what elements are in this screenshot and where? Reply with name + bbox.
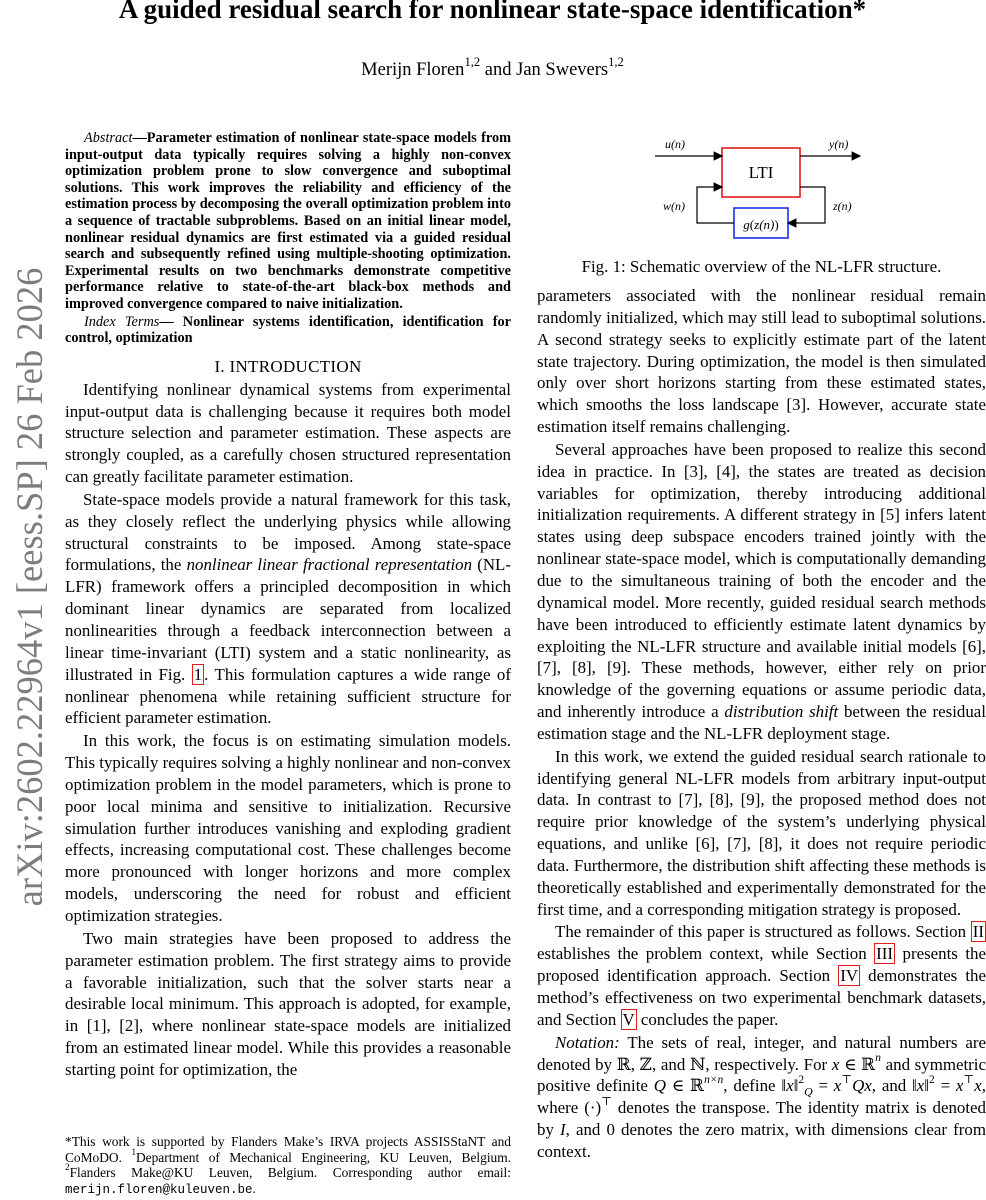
author-2: Jan Swevers [516, 60, 609, 80]
math-identity: I [560, 1120, 566, 1140]
index-terms-label: Index Terms [84, 313, 160, 330]
paper-title: A guided residual search for nonlinear state-space identification* [118, 0, 867, 24]
section-heading-introduction: I. INTRODUCTION [214, 356, 362, 376]
right-p4-text-e: concludes the paper. [636, 1009, 779, 1029]
notation-text-3: and symmetric positive definite [537, 1054, 986, 1096]
u-label: u(n) [665, 137, 685, 151]
author-1: Merijn Floren [361, 60, 465, 80]
right-paragraph-3: In this work, we extend the guided residual search rationale to identifying general NL-LFR models from arbitrary input-output data. In contrast to [7], [8], [9], the proposed method does not require prior knowledge of the system’s underlying physical equations, and unlike [6], [7], [8], it does not require periodic data. Furthermore, the distribution shift affecting these methods is theoretically established and experimentally demonstrated for the first time, and a corresponding mitigation strategy is proposed. [537, 746, 986, 919]
intro-p2-text-b: (NL-LFR) framework offers a principled decomposition in which dominant linear dynamics are separated from localized nonlinearities through a feedback interconnection between a linear time-invariant (LTI) system and a static nonlinearity, as illustrated in Fig. [65, 555, 511, 684]
author-line [0, 54, 985, 82]
right-p2-text-b: between the residual estimation stage and the NL-LFR deployment stage. [537, 702, 986, 743]
right-paragraph-1: parameters associated with the nonlinear residual remain randomly initialized, which may still lead to suboptimal solutions. A second strategy seeks to explicitly estimate part of the latent state trajectory. During optimization, the model is then simulated only over short horizons starting from these estimated states, which smooths the loss landscape [3]. However, accurate state estimation itself remains challenging. [537, 286, 986, 437]
author-and: and [484, 60, 512, 80]
author-2-affil: 1,2 [608, 54, 624, 69]
footnote-text-2: Department of Mechanical Engineering, KU Leuven, Belgium. [136, 1149, 511, 1165]
w-label: w(n) [663, 199, 685, 213]
right-paragraph-4 [537, 921, 986, 1030]
nl-lfr-figure [645, 132, 865, 244]
left-column [65, 130, 511, 1081]
arxiv-sidebar: arXiv:2602.22964v1 [eess.SP] 26 Feb 2026 [9, 267, 50, 907]
intro-paragraph-2 [65, 489, 511, 729]
section-ref-v[interactable]: V [622, 1009, 635, 1029]
footnote-sup-2: 2 [65, 1162, 70, 1173]
right-column [537, 285, 986, 1163]
nonlinearity-label: g(z(n)) [743, 217, 779, 232]
index-terms-text: — Nonlinear systems identification, identification for control, optimization [65, 313, 512, 347]
right-p4-text-c: presents the proposed identification approach. Section [537, 944, 986, 986]
abstract-label: Abstract [84, 130, 133, 146]
intro-paragraph-1: Identifying nonlinear dynamical systems from experimental input-output data is challenging because it requires both model structure selection and parameter estimation. These aspects are strongly coupled, as a carefully chosen structured representation can greatly facilitate parameter estimation. [65, 379, 511, 487]
index-terms [65, 314, 511, 347]
notation-paragraph: Notation: The sets of real, integer, and natural numbers are denoted by ℝ, ℤ, and ℕ, respectively. For x ∈ ℝ$^n$ and symmetric positive definite Q ∈ ℝ$^{n\times n}$, define ‖x‖$^2_Q$ = x⊤Qx, and ‖x‖$^2$ = x⊤x, where (·)⊤ denotes the transpose. The identity matrix is denoted by I, and 0 denotes the zero matrix, with dimensions clear from context. [537, 1032, 986, 1161]
right-paragraph-2 [537, 439, 986, 745]
notation-text-5: , and [871, 1076, 913, 1096]
notation-text-2: , respectively. For [705, 1054, 832, 1074]
author-1-affil: 1,2 [464, 54, 481, 69]
right-p4-text-b: establishes the problem context, while Section [537, 944, 875, 964]
intro-p2-text-c: . This formulation captures a wide range of nonlinear phenomena while retaining sufficient structure for efficient parameter estimation. [65, 664, 512, 728]
section-ref-ii[interactable]: II [972, 922, 984, 942]
figure-caption: Fig. 1: Schematic overview of the NL-LFR structure. [581, 257, 942, 276]
notation-text-1: The sets of real, integer, and natural numbers are denoted by [537, 1032, 986, 1074]
abstract-text: —Parameter estimation of nonlinear state-space models from input-output data typically requires solving a highly non-convex optimization problem prone to slow convergence and suboptimal solutions. This work improves the reliability and efficiency of the estimation process by decomposing the overall optimization problem into a sequence of tractable subproblems. Based on an initial linear model, nonlinear residual dynamics are first estimated via a guided residual search and subsequently refined using multiple-shooting optimization. Experimental results on two benchmarks demonstrate competitive performance relative to state-of-the-art black-box methods and improved convergence compared to naive initialization. [65, 130, 511, 312]
notation-text-7: denotes the transpose. The identity matrix is denoted by [537, 1098, 986, 1140]
integers-symbol: ℤ [639, 1054, 652, 1074]
footnote-email[interactable]: merijn.floren@kuleuven.be [65, 1182, 253, 1197]
section-ref-iii[interactable]: III [876, 944, 894, 964]
footnote-text-4: . [252, 1180, 256, 1196]
intro-paragraph-3: In this work, the focus is on estimating simulation models. This typically requires solving a highly nonlinear and non-convex optimization problem in the model parameters, which is prone to poor local minima and sensitive to initialization. Recursive simulation further introduces vanishing and exploding gradient effects, increasing computational cost. These challenges become more pronounced with longer horizons and more complex models, underscoring the need for robust and efficient optimization strategies. [65, 731, 511, 925]
right-p4-text-d: demonstrates the method’s effectiveness on two experimental benchmark datasets, and Section [537, 966, 986, 1029]
footnote-text-3: Flanders Make@KU Leuven, Belgium. Corresponding author email: [69, 1165, 511, 1180]
z-label: z(n) [833, 199, 852, 213]
footnote-sup-1: 1 [131, 1146, 136, 1157]
w-feedback-arrow [697, 187, 734, 223]
math-transpose: (·)⊤ [584, 1095, 612, 1118]
naturals-symbol: ℕ [689, 1054, 706, 1074]
notation-text-8: , and 0 denotes the zero matrix, with dimensions clear from context. [537, 1120, 986, 1161]
reals-symbol: ℝ [616, 1054, 631, 1074]
intro-p2-text-a: State-space models provide a natural framework for this task, as they closely reflect the underlying physics while allowing structural constraints to be imposed. Among state-space formulations, the [65, 489, 511, 575]
notation-text-4: , define [723, 1076, 782, 1096]
z-feedback-arrow [788, 187, 825, 223]
lti-label: LTI [748, 163, 774, 182]
abstract [65, 130, 511, 313]
math-x-in-rn: x ∈ [831, 1054, 862, 1074]
math-weighted-norm: ‖x‖$^2_Q$ = x⊤Qx [781, 1074, 872, 1099]
right-p2-emphasis: distribution shift [724, 702, 839, 722]
section-ref-iv[interactable]: IV [840, 966, 859, 986]
figure-ref-link[interactable]: 1 [193, 664, 203, 684]
right-p2-text-a: Several approaches have been proposed to realize this second idea in practice. In [3], [4], the states are treated as decision variables for optimization, thereby introducing additional initialization requirements. A different strategy in [5] infers latent states using deep subspace encoders trained jointly with the nonlinear state-space model, which is computationally demanding due to the simultaneous training of both the encoder and the dynamical model. More recently, guided residual search methods have been introduced to efficiently estimate latent dynamics by exploiting the NL-LFR structure and available initial models [6], [7], [8], [9]. These methods, however, either rely on prior knowledge of the governing equations or assume periodic data, and inherently introduce a [537, 439, 986, 722]
footnote [65, 1134, 511, 1198]
y-label: y(n) [829, 137, 849, 151]
math-q-in-rnn: Q ∈ [653, 1076, 691, 1096]
intro-p2-emphasis: nonlinear linear fractional representation [186, 555, 473, 575]
right-p4-text-a: The remainder of this paper is structured as follows. Section [555, 922, 971, 942]
footnote-text-1: *This work is supported by Flanders Make’s IRVA projects ASSISStaNT and CoMoDO. [65, 1134, 511, 1165]
intro-paragraph-4: Two main strategies have been proposed to address the parameter estimation problem. The first strategy aims to provide a favorable initialization, such that the solver starts near a desirable local minimum. This approach is adopted, for example, in [1], [2], where nonlinear state-space models are initialized from an estimated linear model. While this provides a reasonable starting point for optimization, the [65, 928, 511, 1079]
notation-label: Notation: [555, 1032, 620, 1052]
math-norm: ‖x‖$^2$ = x⊤x [912, 1074, 982, 1096]
notation-text-6: , where [537, 1076, 986, 1118]
